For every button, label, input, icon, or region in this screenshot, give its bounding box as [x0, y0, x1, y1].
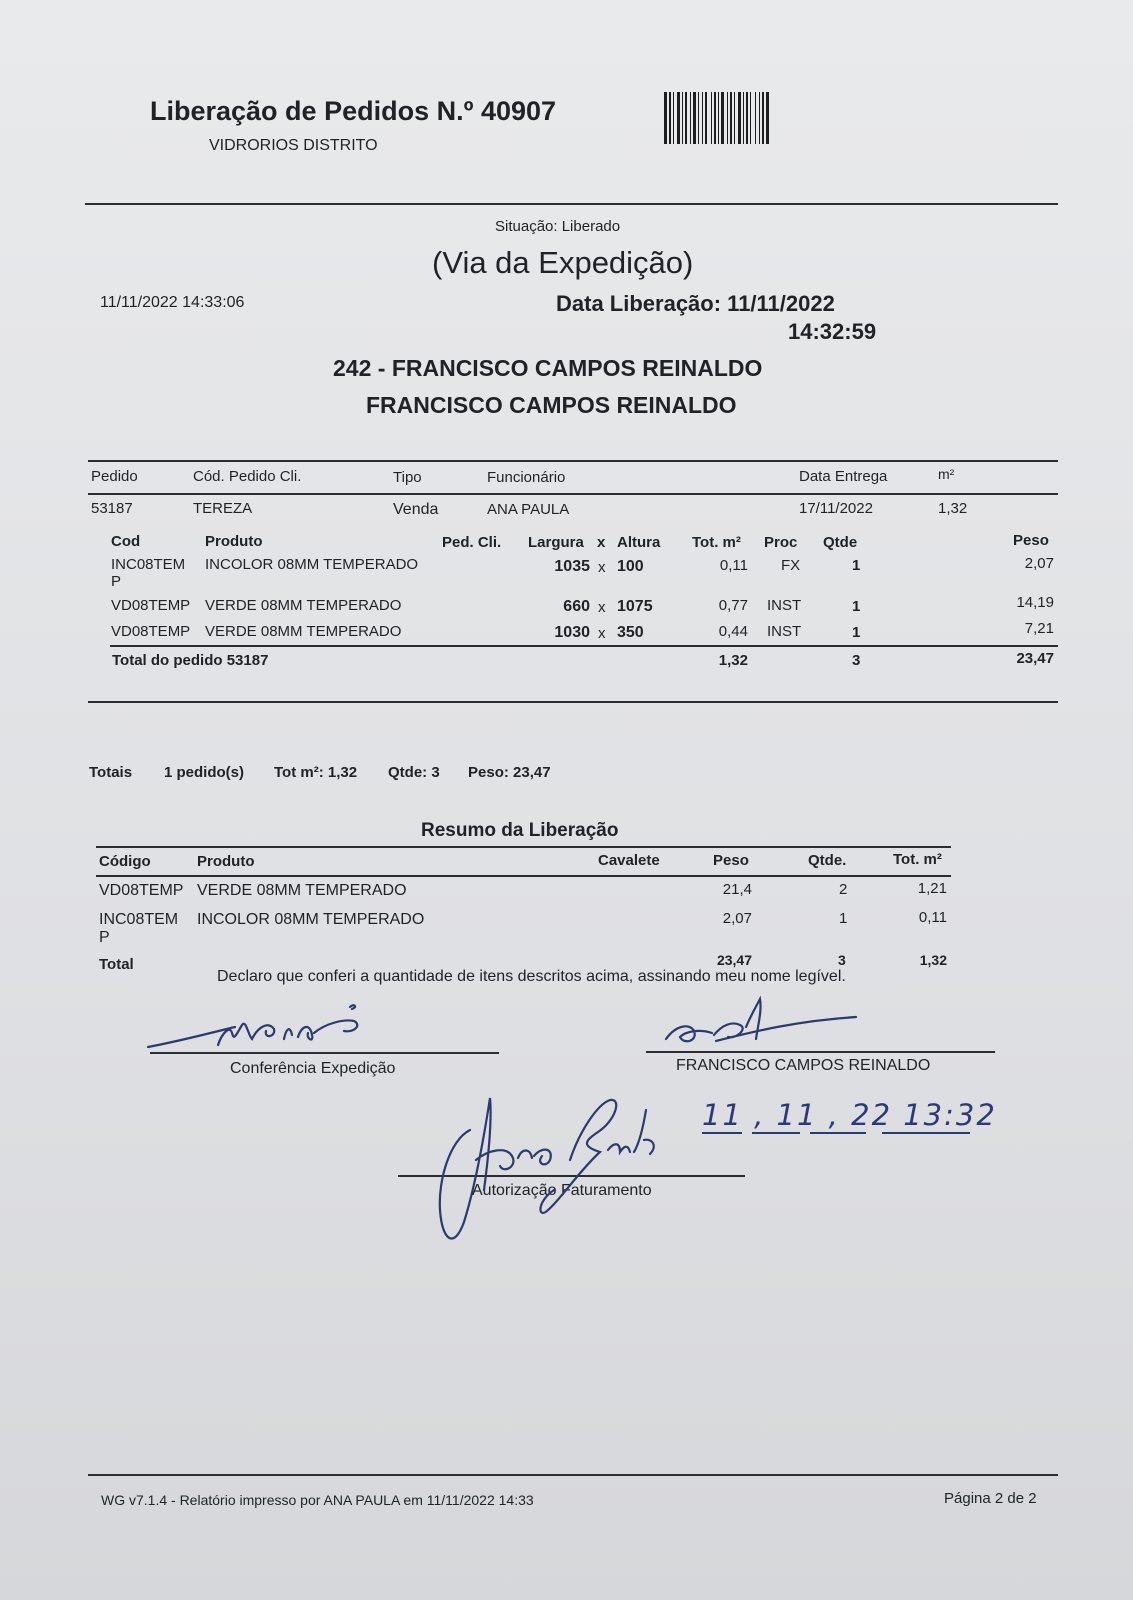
signature-label-autorizacao: Autorização Faturamento	[472, 1182, 652, 1199]
item-qtde: 1	[852, 598, 861, 615]
item-qtde: 1	[852, 624, 861, 641]
declaration-text: Declaro que conferi a quantidade de itens descritos acima, assinando meu nome legível.	[217, 968, 846, 985]
item-peso: 7,21	[1024, 620, 1054, 637]
barcode-bar	[711, 92, 712, 144]
barcode-bar	[685, 92, 687, 144]
barcode-bar	[746, 92, 748, 144]
resumo-codigo: VD08TEMP	[99, 882, 184, 899]
pedido-total-label: Total do pedido 53187	[112, 652, 269, 669]
item-x: x	[598, 559, 606, 576]
item-x: x	[598, 625, 606, 642]
pedido-total-peso: 23,47	[1016, 650, 1054, 667]
resumo-total-m2: 1,32	[919, 952, 947, 968]
barcode-bar	[755, 92, 756, 144]
totais-peso: Peso: 23,47	[468, 764, 551, 781]
header-bottom-border	[88, 493, 1058, 495]
cliente-name: FRANCISCO CAMPOS REINALDO	[366, 392, 737, 418]
item-col-qtde: Qtde	[823, 534, 858, 551]
item-col-altura: Altura	[617, 534, 661, 551]
resumo-total-peso: 23,47	[716, 952, 752, 968]
item-cod-wrap: P	[111, 573, 122, 590]
item-proc: INST	[767, 623, 802, 640]
resumo-tot-m2: 1,21	[917, 880, 947, 897]
resumo-codigo-wrap: P	[99, 929, 110, 946]
barcode-bar	[682, 92, 683, 144]
item-qtde: 1	[852, 557, 861, 574]
barcode-bar	[738, 92, 741, 144]
col-m2: m²	[938, 466, 955, 482]
barcode-bar	[690, 92, 691, 144]
resumo-col-produto: Produto	[197, 853, 255, 870]
item-largura: 1030	[554, 624, 590, 641]
tipo: Venda	[393, 501, 439, 518]
barcode-bar	[734, 92, 735, 144]
item-altura: 1075	[617, 598, 653, 615]
item-col-produto: Produto	[205, 533, 263, 550]
col-tipo: Tipo	[393, 469, 422, 486]
barcode-bar	[718, 92, 719, 144]
handwritten-date-underline	[702, 1130, 974, 1136]
item-col-peso: Peso	[1013, 532, 1049, 549]
data-liberacao-time: 14:32:59	[788, 319, 877, 344]
barcode-icon	[664, 92, 836, 144]
handwritten-signature-conferencia	[140, 995, 380, 1055]
funcionario: ANA PAULA	[487, 501, 570, 518]
item-produto: INCOLOR 08MM TEMPERADO	[205, 556, 419, 573]
company-name: VIDRORIOS DISTRITO	[209, 137, 378, 154]
situacao-label: Situação: Liberado	[495, 218, 621, 235]
resumo-codigo: INC08TEM	[99, 911, 179, 928]
resumo-header-border	[96, 875, 951, 877]
item-peso: 14,19	[1016, 594, 1054, 611]
barcode-bar	[664, 92, 667, 144]
table-bottom-border	[88, 701, 1058, 703]
footer-page-number: Página 2 de 2	[944, 1490, 1037, 1507]
totais-pedidos: 1 pedido(s)	[164, 764, 245, 781]
item-cod: INC08TEM	[111, 556, 186, 573]
item-produto: VERDE 08MM TEMPERADO	[205, 597, 402, 614]
handwritten-date: 11 , 11 , 22 13:32	[702, 1098, 997, 1132]
barcode-bar	[759, 92, 760, 144]
barcode-bar	[705, 92, 707, 144]
item-largura: 1035	[554, 558, 590, 575]
col-pedido: Pedido	[91, 468, 138, 485]
resumo-produto: VERDE 08MM TEMPERADO	[197, 882, 407, 899]
handwritten-signature-autorizacao	[430, 1090, 670, 1250]
resumo-total-label: Total	[99, 956, 134, 973]
barcode-bar	[693, 92, 696, 144]
barcode-bar	[702, 92, 703, 144]
item-col-tot-m2: Tot. m²	[692, 534, 741, 551]
print-datetime: 11/11/2022 14:33:06	[100, 294, 245, 311]
resumo-qtde: 2	[839, 881, 848, 898]
col-funcionario: Funcionário	[487, 469, 566, 486]
m2-value: 1,32	[938, 500, 968, 517]
pedido-number: 53187	[91, 500, 133, 517]
item-cod: VD08TEMP	[111, 623, 191, 640]
totais-label: Totais	[89, 764, 133, 781]
resumo-col-tot-m2: Tot. m²	[893, 851, 942, 868]
item-produto: VERDE 08MM TEMPERADO	[205, 623, 402, 640]
item-col-proc: Proc	[764, 534, 798, 551]
item-altura: 100	[617, 558, 644, 575]
data-liberacao: Data Liberação: 11/11/2022	[556, 291, 835, 316]
items-total-border	[110, 645, 1058, 647]
item-col-x: x	[597, 534, 606, 551]
barcode-bar	[677, 92, 680, 144]
barcode-bar	[750, 92, 751, 144]
resumo-col-peso: Peso	[713, 852, 749, 869]
resumo-total-qtde: 3	[838, 952, 846, 968]
item-tot-m2: 0,44	[718, 623, 748, 640]
barcode-bar	[673, 92, 674, 144]
item-tot-m2: 0,77	[718, 597, 748, 614]
col-data-entrega: Data Entrega	[799, 468, 888, 485]
totais-qtde: Qtde: 3	[388, 764, 440, 781]
barcode-bar	[743, 92, 744, 144]
item-tot-m2: 0,11	[719, 557, 748, 574]
item-cod: VD08TEMP	[111, 597, 191, 614]
handwritten-signature-cliente	[656, 995, 876, 1055]
header-divider	[85, 203, 1058, 205]
table-top-border	[88, 460, 1058, 462]
cod-pedido-cli: TEREZA	[193, 500, 253, 517]
item-peso: 2,07	[1024, 555, 1054, 572]
resumo-produto: INCOLOR 08MM TEMPERADO	[197, 911, 425, 928]
barcode-bar	[766, 92, 769, 144]
barcode-bar	[730, 92, 732, 144]
document-title: Liberação de Pedidos N.º 40907	[150, 96, 557, 126]
resumo-top-border	[96, 846, 951, 848]
barcode-bar	[721, 92, 724, 144]
pedido-total-m2: 1,32	[718, 652, 748, 669]
footer-report-info: WG v7.1.4 - Relatório impresso por ANA PAULA em 11/11/2022 14:33	[101, 1492, 534, 1508]
resumo-col-codigo: Código	[99, 853, 151, 870]
signature-label-conferencia: Conferência Expedição	[230, 1060, 396, 1077]
barcode-bar	[698, 92, 699, 144]
resumo-peso: 21,4	[722, 881, 752, 898]
item-col-ped-cli: Ped. Cli.	[442, 534, 502, 551]
footer-divider	[88, 1474, 1058, 1476]
item-x: x	[598, 599, 606, 616]
barcode-bar	[762, 92, 764, 144]
col-cod-pedido-cli: Cód. Pedido Cli.	[193, 468, 302, 485]
signature-label-cliente: FRANCISCO CAMPOS REINALDO	[676, 1057, 931, 1074]
resumo-col-cavalete: Cavalete	[598, 852, 660, 869]
barcode-bar	[669, 92, 671, 144]
resumo-qtde: 1	[839, 910, 848, 927]
resumo-title: Resumo da Liberação	[421, 820, 619, 841]
pedido-total-qtde: 3	[852, 652, 861, 669]
item-altura: 350	[617, 624, 644, 641]
resumo-peso: 2,07	[722, 910, 752, 927]
item-col-largura: Largura	[528, 534, 584, 551]
cliente-code-name: 242 - FRANCISCO CAMPOS REINALDO	[333, 355, 763, 381]
item-largura: 660	[563, 598, 590, 615]
resumo-tot-m2: 0,11	[918, 909, 947, 926]
item-proc: INST	[767, 597, 802, 614]
totais-m2: Tot m²: 1,32	[274, 764, 358, 781]
item-proc: FX	[781, 557, 801, 574]
via-label: (Via da Expedição)	[432, 245, 694, 280]
data-entrega: 17/11/2022	[799, 500, 873, 517]
barcode-bar	[727, 92, 728, 144]
item-col-cod: Cod	[111, 533, 141, 550]
resumo-col-qtde: Qtde.	[808, 852, 847, 869]
barcode-bar	[714, 92, 716, 144]
